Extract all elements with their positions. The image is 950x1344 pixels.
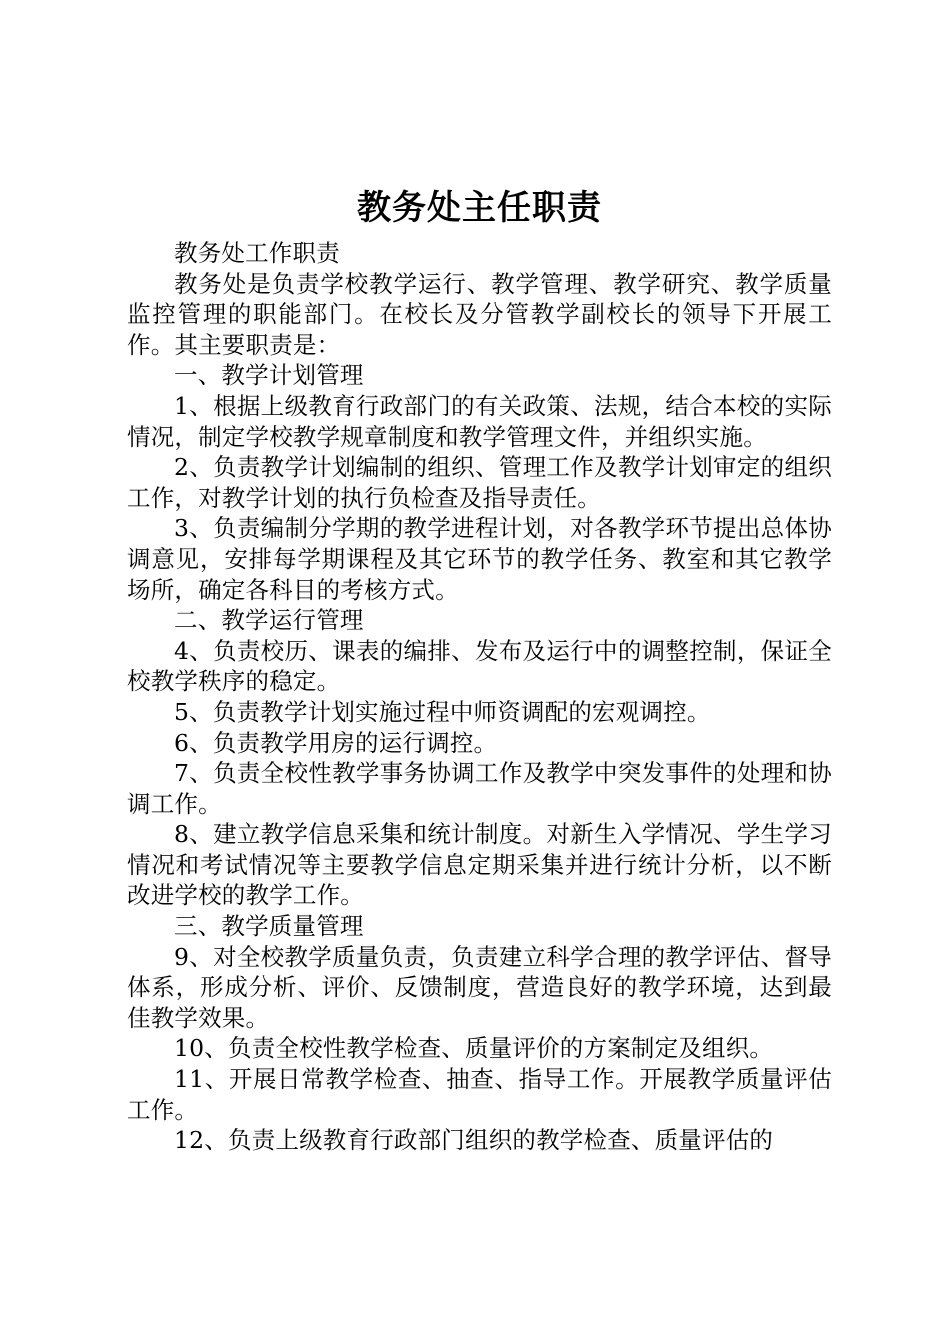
list-item-3: 3、负责编制分学期的教学进程计划，对各教学环节提出总体协调意见，安排每学期课程及其它环节的教学任务、教室和其它教学场所，确定各科目的考核方式。 <box>127 514 832 604</box>
list-item-12: 12、负责上级教育行政部门组织的教学检查、质量评估的 <box>174 1126 774 1155</box>
section-heading-plan: 一、教学计划管理 <box>174 361 364 390</box>
list-item-10: 10、负责全校性教学检查、质量评价的方案制定及组织。 <box>174 1034 774 1063</box>
section-heading-operation: 二、教学运行管理 <box>174 606 364 635</box>
intro-paragraph: 教务处是负责学校教学运行、教学管理、教学研究、教学质量监控管理的职能部门。在校长及分管教学副校长的领导下开展工作。其主要职责是： <box>127 269 832 359</box>
list-item-4: 4、负责校历、课表的编排、发布及运行中的调整控制，保证全校教学秩序的稳定。 <box>127 636 832 696</box>
list-item-1: 1、根据上级教育行政部门的有关政策、法规，结合本校的实际情况，制定学校教学规章制度和教学管理文件，并组织实施。 <box>127 391 832 451</box>
document-title: 教务处主任职责 <box>357 188 602 228</box>
list-item-7: 7、负责全校性教学事务协调工作及教学中突发事件的处理和协调工作。 <box>127 759 832 818</box>
list-item-6: 6、负责教学用房的运行调控。 <box>174 728 498 757</box>
list-item-5: 5、负责教学计划实施过程中师资调配的宏观调控。 <box>174 697 711 726</box>
list-item-8: 8、建立教学信息采集和统计制度。对新生入学情况、学生学习情况和考试情况等主要教学信息定期采集并进行统计分析，以不断改进学校的教学工作。 <box>127 820 832 910</box>
section-heading-quality: 三、教学质量管理 <box>174 912 364 941</box>
document-page <box>127 180 832 1156</box>
section-heading-duties: 教务处工作职责 <box>174 239 340 267</box>
list-item-2: 2、负责教学计划编制的组织、管理工作及教学计划审定的组织工作，对教学计划的执行负检查及指导责任。 <box>127 453 832 512</box>
list-item-11: 11、开展日常教学检查、抽查、指导工作。开展教学质量评估工作。 <box>127 1065 832 1124</box>
list-item-9: 9、对全校教学质量负责，负责建立科学合理的教学评估、督导体系，形成分析、评价、反馈制度，营造良好的教学环境，达到最佳教学效果。 <box>127 942 832 1032</box>
